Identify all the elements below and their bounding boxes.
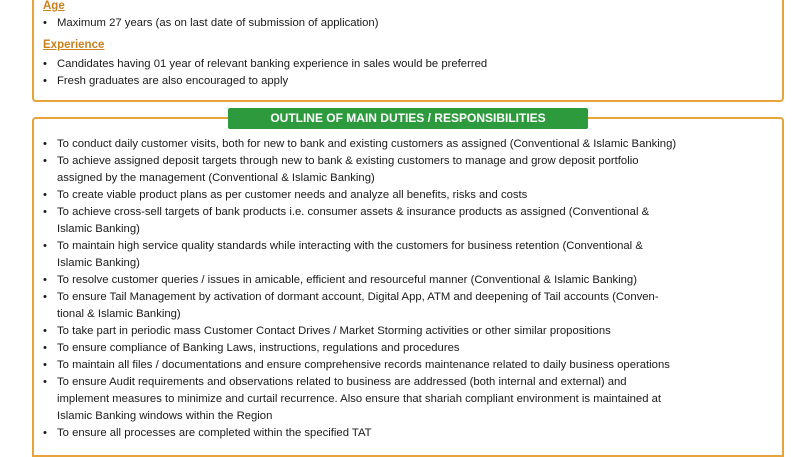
experience-item xyxy=(43,73,773,89)
duty-item xyxy=(43,136,773,152)
duty-continuation: implement measures to minimize and curtail recurrence. Also ensure that shariah compliant environment is maintained at xyxy=(57,393,662,405)
duty-text: To achieve assigned deposit targets through new to bank & existing customers to manage and grow deposit portfolio xyxy=(57,155,639,167)
bullet: • xyxy=(43,189,47,201)
duty-text: To ensure Audit requirements and observations related to business are addressed (both internal and external) and xyxy=(57,376,627,388)
duty-item xyxy=(43,289,773,305)
duty-text: To resolve customer queries / issues in amicable, efficient and resourceful manner (Conventional & Islamic Banking) xyxy=(57,274,637,286)
duty-item xyxy=(43,357,773,373)
duty-text: To ensure all processes are completed within the specified TAT xyxy=(57,427,372,439)
duty-text: To take part in periodic mass Customer Contact Drives / Market Storming activities or other similar propositions xyxy=(57,325,611,337)
bullet: • xyxy=(43,155,47,167)
duty-text: To achieve cross-sell targets of bank products i.e. consumer assets & insurance products as assigned (Conventional & xyxy=(57,206,650,218)
bullet: • xyxy=(43,427,47,439)
duty-text: To ensure compliance of Banking Laws, instructions, regulations and procedures xyxy=(57,342,460,354)
bullet: • xyxy=(43,75,47,87)
duty-item xyxy=(43,238,773,254)
duty-continuation: Islamic Banking) xyxy=(57,223,140,235)
duties-banner: OUTLINE OF MAIN DUTIES / RESPONSIBILITIES xyxy=(228,108,588,129)
duty-text: To maintain high service quality standards while interacting with the customers for business retention (Conventional & xyxy=(57,240,643,252)
duty-item xyxy=(43,272,773,288)
bullet: • xyxy=(43,274,47,286)
duty-item xyxy=(43,323,773,339)
bullet: • xyxy=(43,138,47,150)
age-heading: Age xyxy=(43,0,65,12)
bullet: • xyxy=(43,291,47,303)
duty-item xyxy=(43,187,773,203)
experience-item-text: Candidates having 01 year of relevant banking experience in sales would be preferred xyxy=(57,58,488,70)
duty-text: To conduct daily customer visits, both for new to bank and existing customers as assigned (Conventional & Islamic Banking) xyxy=(57,138,677,150)
age-item xyxy=(43,15,773,31)
duty-item xyxy=(43,425,773,441)
duty-text: To ensure Tail Management by activation of dormant account, Digital App, ATM and deepening of Tail accounts (Conven- xyxy=(57,291,659,303)
duty-continuation: Islamic Banking) xyxy=(57,257,140,269)
duty-continuation: assigned by the management (Conventional & Islamic Banking) xyxy=(57,172,375,184)
duty-item xyxy=(43,204,773,220)
duty-item xyxy=(43,374,773,390)
bullet: • xyxy=(43,376,47,388)
bullet: • xyxy=(43,206,47,218)
bullet: • xyxy=(43,240,47,252)
duty-text: To maintain all files / documentations and ensure comprehensive records maintenance related to daily business operations xyxy=(57,359,670,371)
age-item-text: Maximum 27 years (as on last date of submission of application) xyxy=(57,17,379,29)
bullet: • xyxy=(43,325,47,337)
bullet: • xyxy=(43,359,47,371)
duty-item xyxy=(43,340,773,356)
duty-text: To create viable product plans as per customer needs and analyze all benefits, risks and costs xyxy=(57,189,528,201)
experience-heading: Experience xyxy=(43,39,105,51)
duty-item xyxy=(43,153,773,169)
bullet: • xyxy=(43,58,47,70)
bullet: • xyxy=(43,17,47,29)
experience-item-text: Fresh graduates are also encouraged to apply xyxy=(57,75,289,87)
duty-continuation: Islamic Banking windows within the Region xyxy=(57,410,273,422)
experience-item xyxy=(43,56,773,72)
bullet: • xyxy=(43,342,47,354)
duty-continuation: tional & Islamic Banking) xyxy=(57,308,181,320)
